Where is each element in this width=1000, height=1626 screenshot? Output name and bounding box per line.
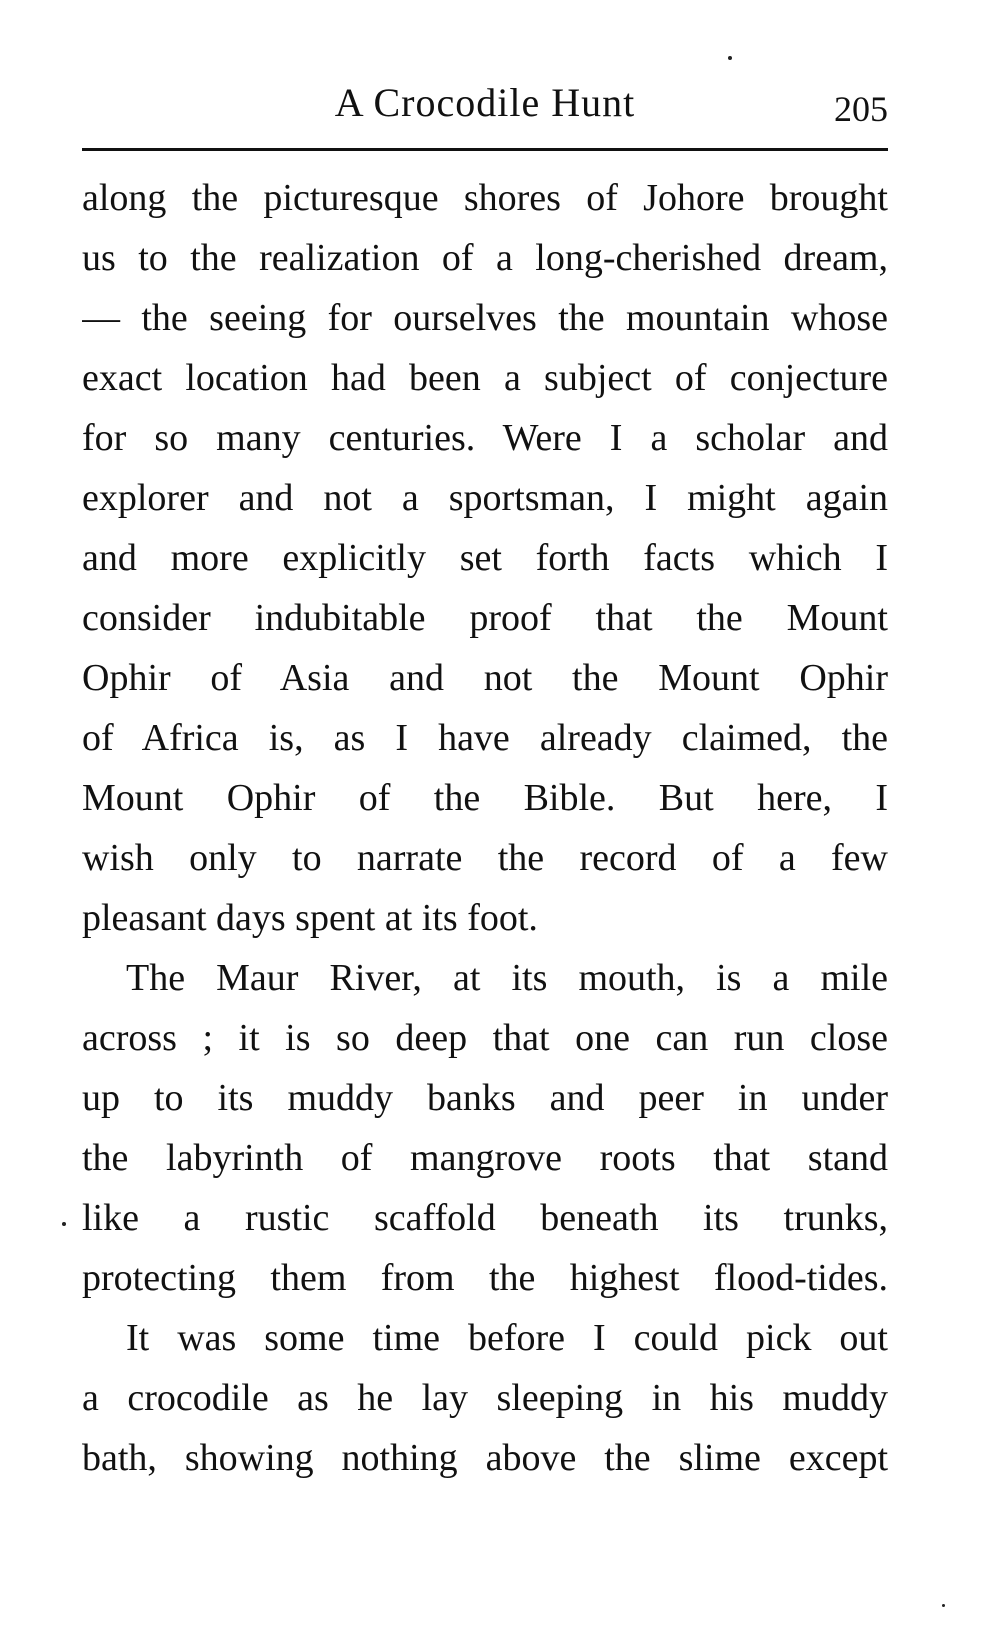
body-text (82, 168, 888, 1488)
text-line: protecting them from the highest flood-tides. (82, 1257, 888, 1299)
running-title: A Crocodile Hunt (334, 80, 636, 125)
scan-speck (62, 1222, 66, 1226)
text-line: exact location had been a subject of conjecture (82, 357, 888, 399)
text-line: like a rustic scaffold beneath its trunks, (82, 1197, 888, 1239)
text-line: — the seeing for ourselves the mountain whose (82, 297, 888, 339)
text-line: wish only to narrate the record of a few (82, 837, 888, 879)
text-line: consider indubitable proof that the Mount (82, 597, 888, 639)
text-line: and more explicitly set forth facts which I (82, 537, 888, 579)
text-line: Mount Ophir of the Bible. But here, I (82, 777, 888, 819)
header-rule (82, 148, 888, 151)
text-line: Ophir of Asia and not the Mount Ophir (82, 657, 888, 699)
text-line: pleasant days spent at its foot. (82, 897, 538, 939)
text-line: along the picturesque shores of Johore brought (82, 177, 888, 219)
text-line: It was some time before I could pick out (126, 1317, 888, 1359)
text-line: us to the realization of a long-cherished dream, (82, 237, 888, 279)
text-line: The Maur River, at its mouth, is a mile (126, 957, 888, 999)
text-line: the labyrinth of mangrove roots that stand (82, 1137, 888, 1179)
text-line: bath, showing nothing above the slime except (82, 1437, 888, 1479)
scan-speck (942, 1604, 945, 1607)
text-line: explorer and not a sportsman, I might again (82, 477, 888, 519)
scan-speck (728, 56, 732, 60)
text-line: for so many centuries. Were I a scholar and (82, 417, 888, 459)
text-line: of Africa is, as I have already claimed, the (82, 717, 888, 759)
running-head (82, 78, 888, 138)
text-line: up to its muddy banks and peer in under (82, 1077, 888, 1119)
text-line: across ; it is so deep that one can run close (82, 1017, 888, 1059)
page-number: 205 (834, 89, 888, 129)
text-line: a crocodile as he lay sleeping in his muddy (82, 1377, 888, 1419)
